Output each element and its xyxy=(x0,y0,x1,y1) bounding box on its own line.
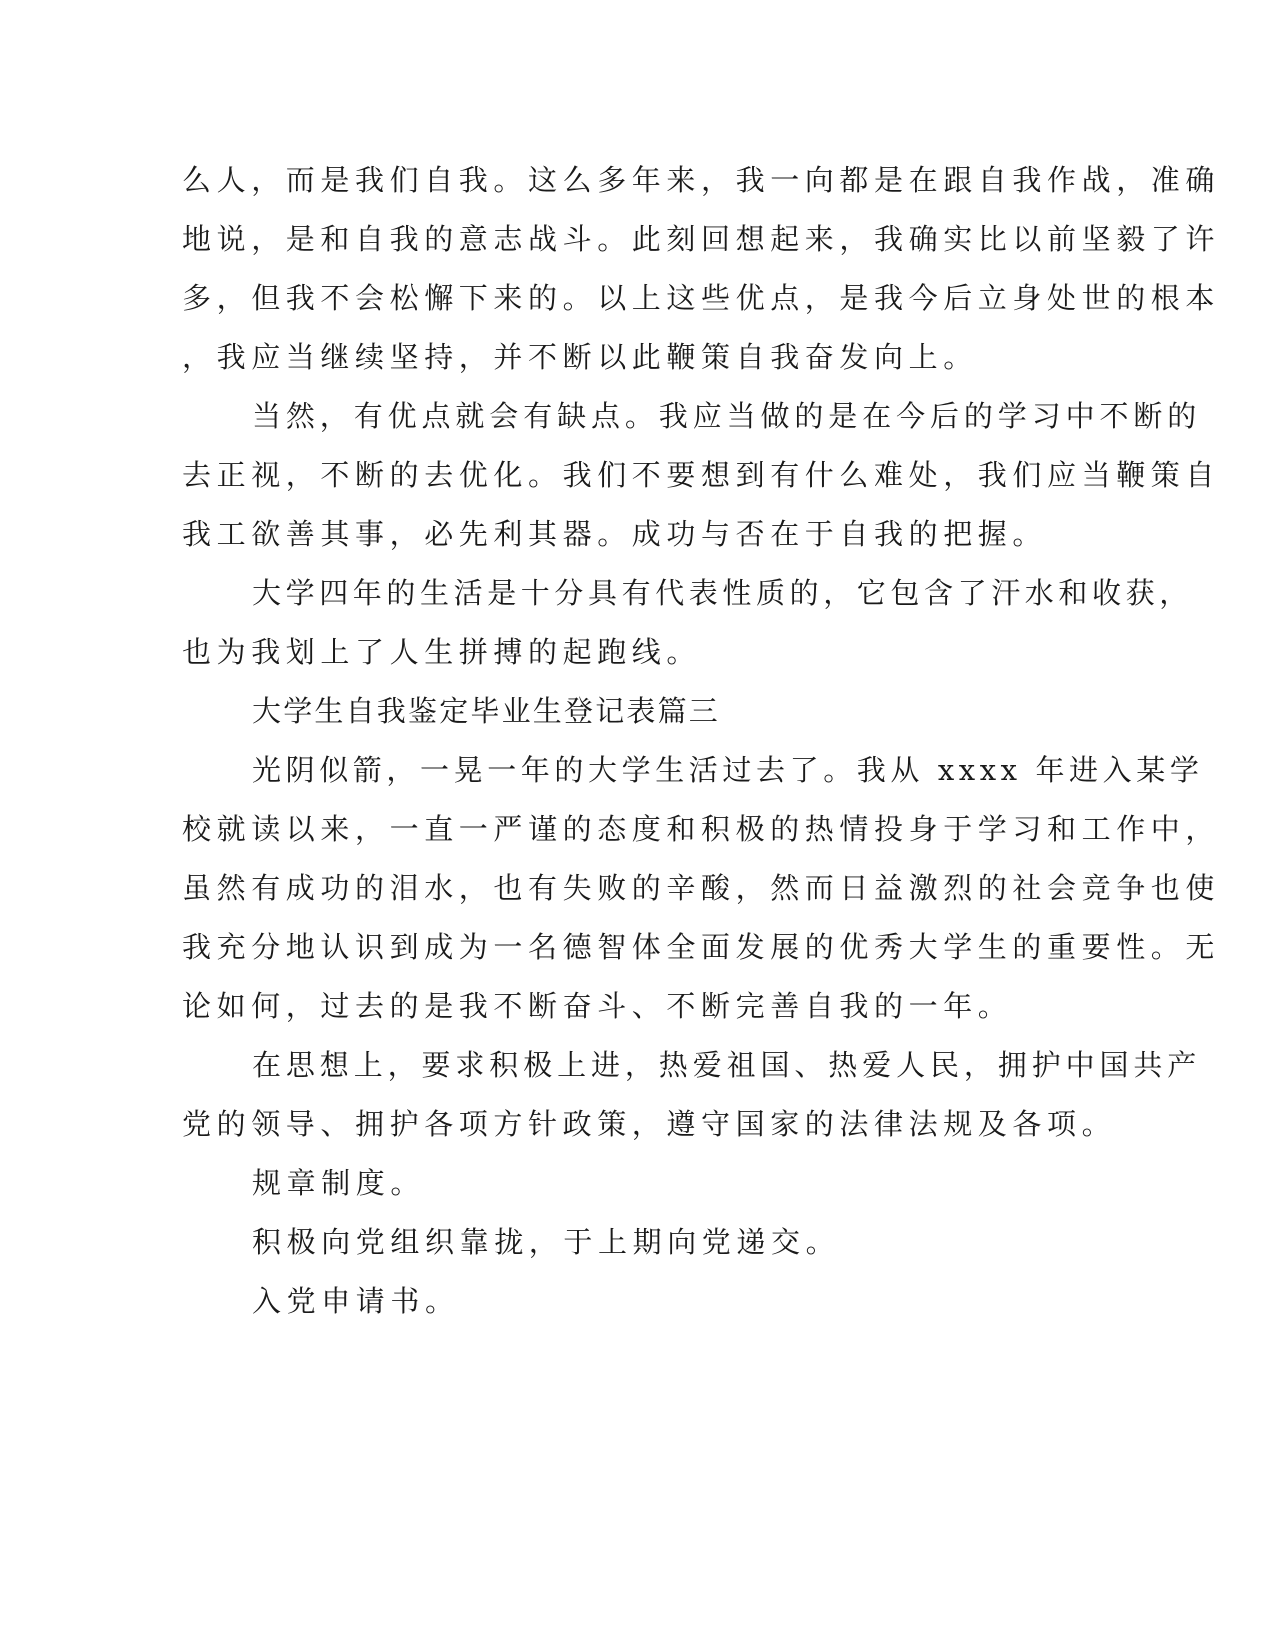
text-line: 规章制度。 xyxy=(252,1166,426,1200)
text-line: 论如何，过去的是我不断奋斗、不断完善自我的一年。 xyxy=(182,989,1013,1023)
text-line: 么人，而是我们自我。这么多年来，我一向都是在跟自我作战，准确 xyxy=(182,163,1221,197)
text-line: 虽然有成功的泪水，也有失败的辛酸，然而日益激烈的社会竞争也使 xyxy=(182,871,1221,905)
text-line: 当然，有优点就会有缺点。我应当做的是在今后的学习中不断的 xyxy=(252,399,1202,433)
text-line: 也为我划上了人生拼搏的起跑线。 xyxy=(182,635,702,669)
text-line: 多，但我不会松懈下来的。以上这些优点，是我今后立身处世的根本 xyxy=(182,281,1221,315)
text-line: ，我应当继续坚持，并不断以此鞭策自我奋发向上。 xyxy=(182,340,978,374)
text-line: 光阴似箭，一晃一年的大学生活过去了。我从 xxxx 年进入某学 xyxy=(252,753,1204,787)
text-line: 党的领导、拥护各项方针政策，遵守国家的法律法规及各项。 xyxy=(182,1107,1117,1141)
text-line: 校就读以来，一直一严谨的态度和积极的热情投身于学习和工作中， xyxy=(182,812,1221,846)
text-line: 我工欲善其事，必先利其器。成功与否在于自我的把握。 xyxy=(182,517,1048,551)
section-heading: 大学生自我鉴定毕业生登记表篇三 xyxy=(252,694,721,728)
text-line: 大学四年的生活是十分具有代表性质的，它包含了汗水和收获， xyxy=(252,576,1193,610)
text-line: 在思想上，要求积极上进，热爱祖国、热爱人民，拥护中国共产 xyxy=(252,1048,1202,1082)
text-line: 地说，是和自我的意志战斗。此刻回想起来，我确实比以前坚毅了许 xyxy=(182,222,1221,256)
text-line: 入党申请书。 xyxy=(252,1284,460,1318)
text-line: 积极向党组织靠拢，于上期向党递交。 xyxy=(252,1225,841,1259)
text-line: 我充分地认识到成为一名德智体全面发展的优秀大学生的重要性。无 xyxy=(182,930,1221,964)
text-line: 去正视，不断的去优化。我们不要想到有什么难处，我们应当鞭策自 xyxy=(182,458,1221,492)
